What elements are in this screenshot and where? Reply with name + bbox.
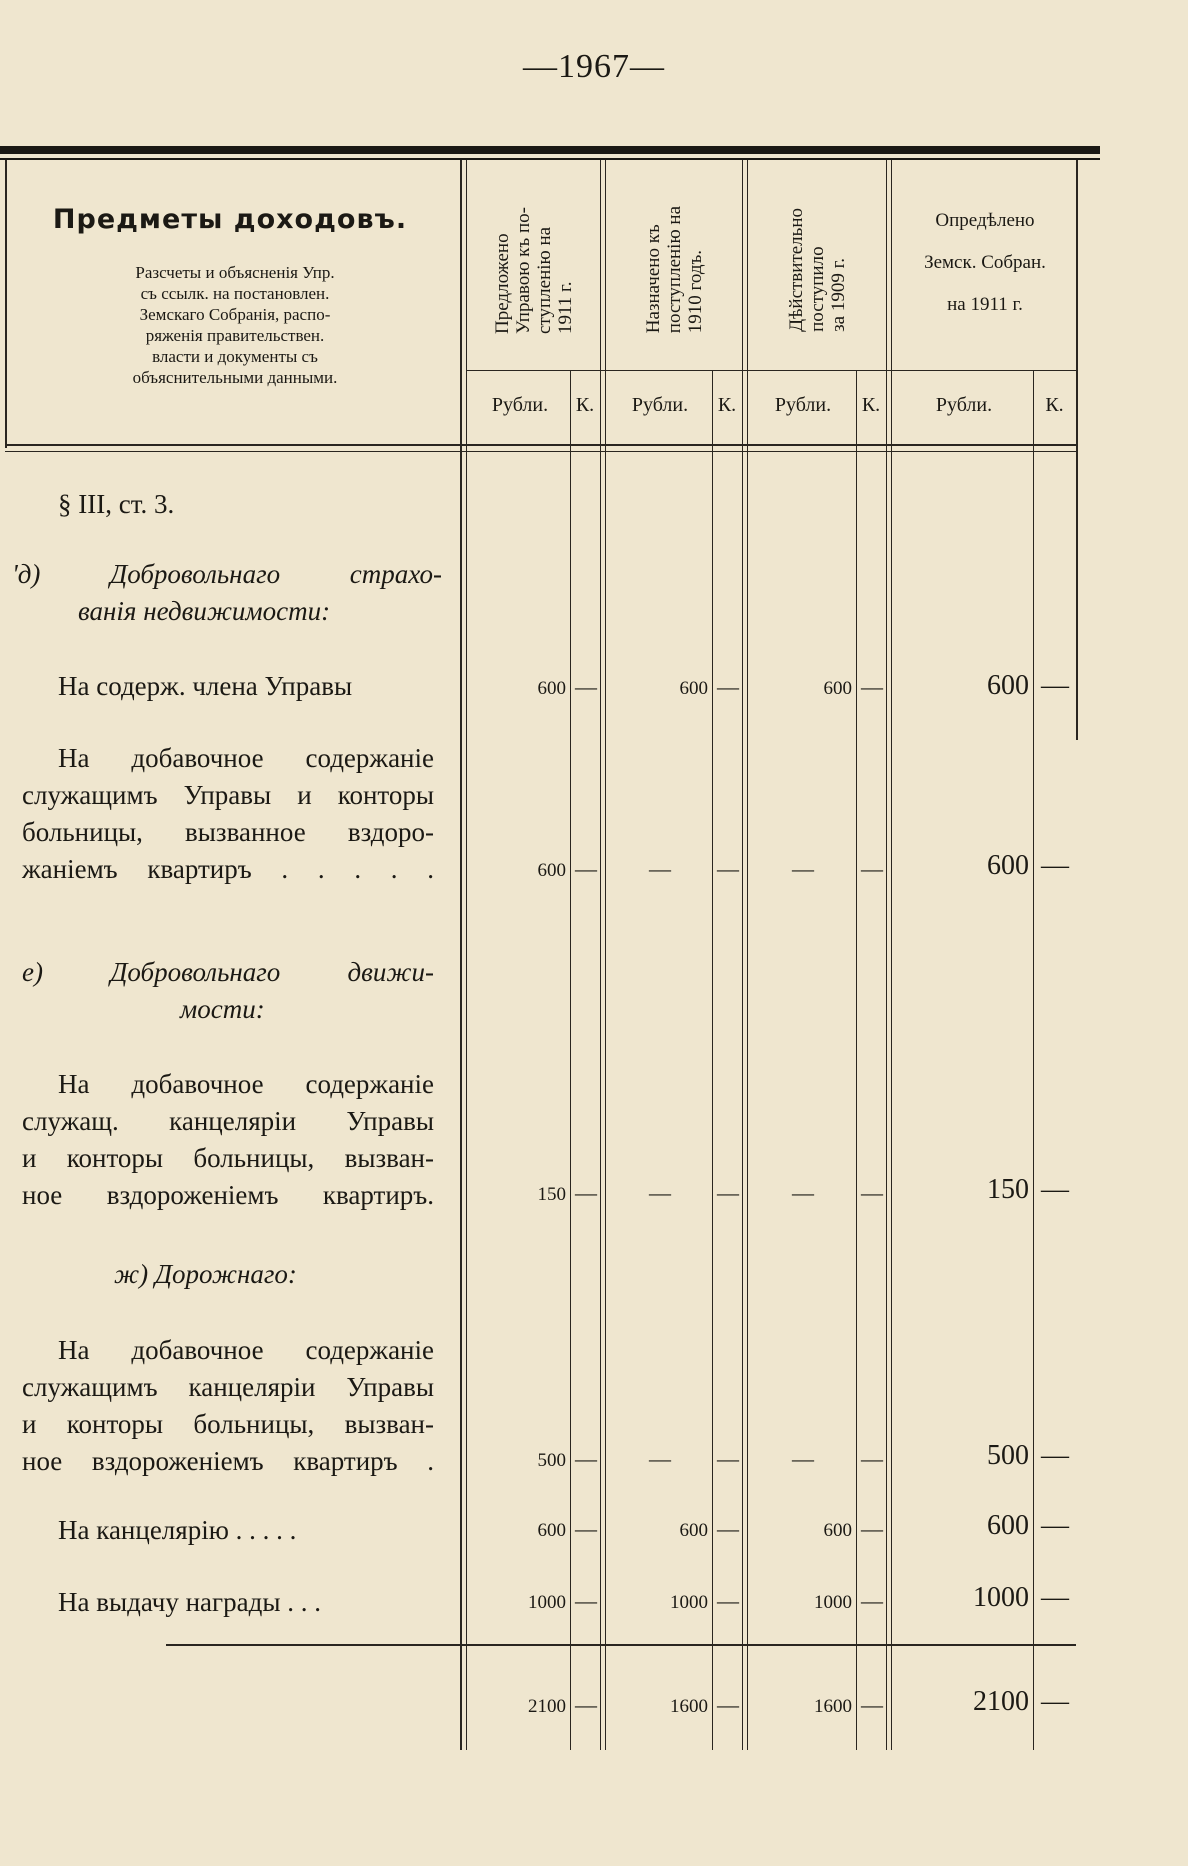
subtitle-line: объяснительными данными. xyxy=(132,368,338,387)
col-divider xyxy=(600,160,601,1750)
r6-c4-rubles: 1000 xyxy=(973,1582,1029,1613)
page-number: —1967— xyxy=(523,48,665,85)
row3-label xyxy=(22,1066,434,1214)
label-line: и конторы больницы, вызван- xyxy=(22,1409,434,1439)
r2-c4-rubles: 600 xyxy=(987,850,1029,881)
r3-c3-kopecks: — xyxy=(861,1180,883,1205)
row4-label xyxy=(22,1332,434,1480)
col4-header-line: на 1911 г. xyxy=(947,294,1023,315)
subtitle-line: ряженія правительствен. xyxy=(145,326,325,345)
total-c1-kopecks: — xyxy=(575,1692,597,1717)
r2-c3-kopecks: — xyxy=(861,856,883,881)
r4-c3-kopecks: — xyxy=(861,1446,883,1471)
col-divider xyxy=(712,370,713,1750)
r5-c1-kopecks: — xyxy=(575,1516,597,1541)
col-divider xyxy=(1033,370,1034,1750)
subtitle-line: съ ссылк. на постановлен. xyxy=(140,284,330,303)
label-line: служащ. канцеляріи Управы xyxy=(22,1106,434,1136)
heading-line: мости: xyxy=(180,994,265,1024)
r3-c2-rubles: — xyxy=(649,1180,671,1205)
r5-c4-kopecks: — xyxy=(1041,1510,1069,1541)
r4-c4-kopecks: — xyxy=(1041,1440,1069,1471)
heading-line: ванія недвижимости: xyxy=(78,596,331,626)
r3-c2-kopecks: — xyxy=(717,1180,739,1205)
label-line: больницы, вызванное вздоро- xyxy=(22,817,434,847)
r2-c2-rubles: — xyxy=(649,856,671,881)
r2-c4-kopecks: — xyxy=(1041,850,1069,881)
label-line: служащимъ Управы и конторы xyxy=(22,780,434,810)
r1-c2-kopecks: — xyxy=(717,674,739,699)
r4-c1-rubles: 500 xyxy=(537,1450,566,1471)
label-line: На добавочное содержаніе xyxy=(58,743,434,773)
label-line: ное вздороженіемъ квартиръ. xyxy=(22,1180,434,1210)
total-c3-rubles: 1600 xyxy=(814,1696,852,1717)
unit-rubles: Рубли. xyxy=(774,394,832,416)
r3-c4-kopecks: — xyxy=(1041,1174,1069,1205)
unit-kopecks: К. xyxy=(861,394,881,416)
col-divider xyxy=(5,160,7,448)
label-line: служащимъ канцеляріи Управы xyxy=(22,1372,434,1402)
row2-label xyxy=(22,740,434,888)
subsection-d-heading xyxy=(12,556,442,630)
col-divider xyxy=(460,160,462,1750)
r6-c2-rubles: 1000 xyxy=(670,1592,708,1613)
r5-c1-rubles: 600 xyxy=(537,1520,566,1541)
sum-rule xyxy=(166,1644,1076,1646)
r5-c3-kopecks: — xyxy=(861,1516,883,1541)
r1-c1-kopecks: — xyxy=(575,674,597,699)
total-c2-rubles: 1600 xyxy=(670,1696,708,1717)
r3-c1-kopecks: — xyxy=(575,1180,597,1205)
header-divider xyxy=(466,370,1076,371)
r2-c3-rubles: — xyxy=(792,856,814,881)
r1-c3-rubles: 600 xyxy=(823,678,852,699)
col2-header xyxy=(608,170,740,370)
r1-c3-kopecks: — xyxy=(861,674,883,699)
col4-header xyxy=(895,200,1075,326)
total-c4-rubles: 2100 xyxy=(973,1686,1029,1717)
r6-c3-rubles: 1000 xyxy=(814,1592,852,1613)
r1-c4-rubles: 600 xyxy=(987,670,1029,701)
label-line: На добавочное содержаніе xyxy=(58,1335,434,1365)
col-divider xyxy=(1076,160,1078,740)
col-divider xyxy=(747,160,748,1750)
r4-c4-rubles: 500 xyxy=(987,1440,1029,1471)
col-divider xyxy=(886,160,887,1750)
total-c1-rubles: 2100 xyxy=(528,1696,566,1717)
row5-label: На канцелярію . . . . . xyxy=(58,1515,297,1545)
r4-c2-kopecks: — xyxy=(717,1446,739,1471)
subsection-e-heading xyxy=(22,954,434,1028)
col-divider xyxy=(856,370,857,1750)
col-divider xyxy=(466,160,467,1750)
unit-kopecks: К. xyxy=(575,394,595,416)
col-divider xyxy=(742,160,743,1750)
r1-c2-rubles: 600 xyxy=(679,678,708,699)
r6-c1-kopecks: — xyxy=(575,1588,597,1613)
col1-header xyxy=(470,170,598,370)
top-rule xyxy=(0,146,1100,154)
r1-c4-kopecks: — xyxy=(1041,670,1069,701)
header-bottom xyxy=(5,444,1076,446)
col4-header-line: Земск. Собран. xyxy=(924,252,1046,273)
heading-line: е) Добровольнаго движи- xyxy=(22,957,434,987)
unit-rubles: Рубли. xyxy=(491,394,549,416)
col3-header-text: Дѣйствительно поступило за 1909 г. xyxy=(785,208,849,332)
r4-c1-kopecks: — xyxy=(575,1446,597,1471)
r5-c4-rubles: 600 xyxy=(987,1510,1029,1541)
top-rule-thin xyxy=(0,158,1100,160)
column-title-items: Предметы доходовъ. xyxy=(52,204,408,235)
subsection-zh-heading: ж) Дорожнаго: xyxy=(114,1259,297,1289)
unit-rubles: Рубли. xyxy=(631,394,689,416)
total-c4-kopecks: — xyxy=(1041,1686,1069,1717)
subtitle-line: Земскаго Собранія, распо- xyxy=(139,305,331,324)
label-line: ное вздороженіемъ квартиръ . xyxy=(22,1446,434,1476)
r5-c3-rubles: 600 xyxy=(823,1520,852,1541)
r5-c2-kopecks: — xyxy=(717,1516,739,1541)
col3-header xyxy=(750,170,884,370)
r1-c1-rubles: 600 xyxy=(537,678,566,699)
col2-header-text: Назначено къ поступленію на 1910 годъ. xyxy=(642,206,706,334)
col-divider xyxy=(605,160,606,1750)
r2-c1-kopecks: — xyxy=(575,856,597,881)
r2-c1-rubles: 600 xyxy=(537,860,566,881)
r4-c2-rubles: — xyxy=(649,1446,671,1471)
unit-kopecks: К. xyxy=(1045,394,1064,416)
r6-c1-rubles: 1000 xyxy=(528,1592,566,1613)
row6-label: На выдачу награды . . . xyxy=(58,1587,321,1617)
r2-c2-kopecks: — xyxy=(717,856,739,881)
total-c3-kopecks: — xyxy=(861,1692,883,1717)
r5-c2-rubles: 600 xyxy=(679,1520,708,1541)
r6-c4-kopecks: — xyxy=(1041,1582,1069,1613)
r6-c3-kopecks: — xyxy=(861,1588,883,1613)
header-bottom-2 xyxy=(5,451,1076,452)
label-line: и конторы больницы, вызван- xyxy=(22,1143,434,1173)
r3-c3-rubles: — xyxy=(792,1180,814,1205)
col-divider xyxy=(570,370,571,1750)
r3-c4-rubles: 150 xyxy=(987,1174,1029,1205)
r4-c3-rubles: — xyxy=(792,1446,814,1471)
total-c2-kopecks: — xyxy=(717,1692,739,1717)
unit-kopecks: К. xyxy=(717,394,737,416)
column-subtitle xyxy=(70,262,400,388)
label-line: жаніемъ квартиръ . . . . . xyxy=(22,854,434,884)
r3-c1-rubles: 150 xyxy=(537,1184,566,1205)
r6-c2-kopecks: — xyxy=(717,1588,739,1613)
unit-rubles: Рубли. xyxy=(935,394,993,416)
section-heading: § III, ст. 3. xyxy=(58,489,175,519)
col1-header-text: Предложено Управою къ по- ступленію на 1911 г. xyxy=(492,206,576,334)
row1-label: На содерж. члена Управы xyxy=(58,671,353,701)
label-line: На добавочное содержаніе xyxy=(58,1069,434,1099)
subtitle-line: Разсчеты и объясненія Упр. xyxy=(135,263,335,282)
col-divider xyxy=(891,160,892,1750)
heading-line: 'д) Добровольнаго страхо- xyxy=(12,559,442,589)
subtitle-line: власти и документы съ xyxy=(152,347,318,366)
col4-header-line: Опредѣлено xyxy=(935,210,1035,231)
